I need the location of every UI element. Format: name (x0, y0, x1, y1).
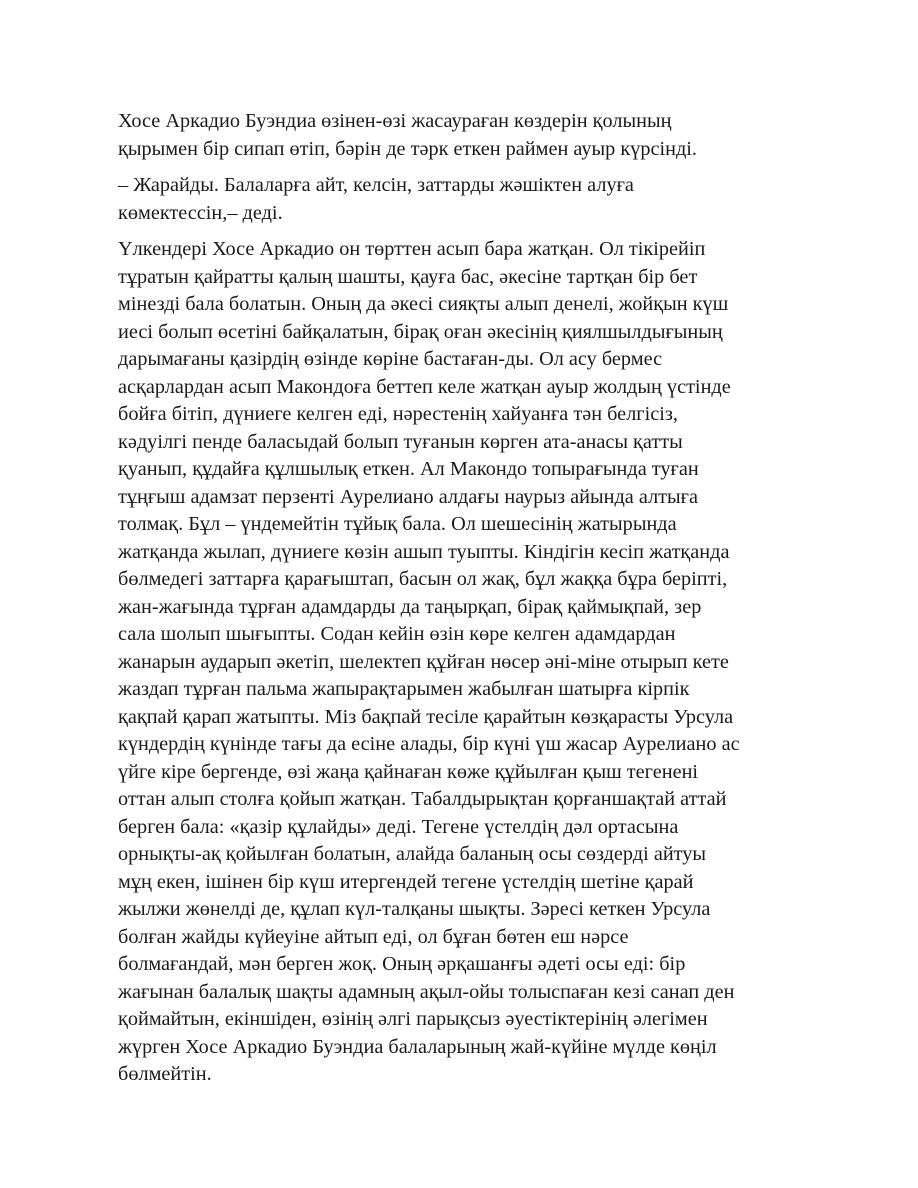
paragraph-2 (118, 172, 808, 227)
text-line: иесі болып өсетіні байқалатын, бірақ оған әкесінің қиялшылдығының (118, 320, 723, 343)
text-line: берген бала: «қазір құлайды» деді. Тегене үстелдің дәл ортасына (118, 815, 679, 838)
text-line: кәдуілгі пенде баласыдай болып туғанын көрген ата-анасы қатты (118, 430, 683, 453)
text-line: оттан алып столға қойып жатқан. Табалдырықтан қорғаншақтай аттай (118, 788, 727, 810)
text-line: толмақ. Бұл – үндемейтін тұйық бала. Ол шешесінің жатырында (118, 513, 677, 535)
text-line: қоймайтын, екіншіден, өзінің әлгі парықсыз әуестіктерінің әлегімен (118, 1008, 708, 1030)
document-page (118, 108, 808, 1098)
paragraph-1 (118, 108, 808, 163)
text-line: жан-жағында тұрған адамдарды да таңырқап, бірақ қаймықпай, зер (118, 595, 702, 618)
text-line: бөлмедегі заттарға қарағыштап, басын ол жақ, бұл жаққа бұра беріпті, (118, 568, 728, 590)
text-line: Үлкендері Хосе Аркадио он төрттен асып бара жатқан. Ол тікірейіп (118, 238, 706, 260)
text-line: дарымағаны қазірдің өзінде көріне бастаған-ды. Ол асу бермес (118, 348, 663, 370)
text-line: үйге кіре бергенде, өзі жаңа қайнаған көже құйылған қыш тегенені (118, 760, 699, 783)
paragraph-3 (118, 236, 808, 1089)
text-line: қақпай қарап жатыпты. Міз бақпай тесіле қарайтын көзқарасты Урсула (118, 705, 734, 728)
text-line: сала шолып шығыпты. Содан кейін өзін көре келген адамдардан (118, 623, 676, 645)
text-line: мінезді бала болатын. Оның да әкесі сияқты алып денелі, жойқын күш (118, 293, 729, 315)
text-line: қырымен бір сипап өтіп, бәрін де тәрк еткен раймен ауыр күрсінді. (118, 137, 698, 160)
text-line: тұңғыш адамзат перзенті Аурелиано алдағы наурыз айында алтыға (118, 485, 698, 508)
text-line: Хосе Аркадио Буэндиа өзінен-өзі жасаураған көздерін қолының (118, 110, 672, 132)
text-line: асқарлардан асып Макондоға беттеп келе жатқан ауыр жолдың үстінде (118, 375, 731, 398)
text-line: бөлмейтін. (118, 1063, 212, 1085)
text-line: тұратын қайратты қалың шашты, қауға бас, әкесіне тартқан бір бет (118, 265, 698, 288)
text-line: болмағандай, мән берген жоқ. Оның әрқашанғы әдеті осы еді: бір (118, 953, 686, 975)
text-line: күндердің күнінде тағы да есіне алады, бір күні үш жасар Аурелиано ас (118, 733, 740, 755)
text-line: жағынан балалық шақты адамның ақыл-ойы толыспаған кезі санап ден (118, 980, 735, 1003)
text-line: жылжи жөнелді де, құлап күл-талқаны шықты. Зәресі кеткен Урсула (118, 898, 711, 920)
text-line: орнықты-ақ қойылған болатын, алайда баланың осы сөздерді айтуы (118, 843, 707, 865)
text-line: – Жарайды. Балаларға айт, келсін, заттарды жәшіктен алуға (118, 174, 634, 196)
text-line: көмектессін,– деді. (118, 201, 283, 224)
text-line: бойға бітіп, дүниеге келген еді, нәрестенің хайуанға тән белгісіз, (118, 403, 678, 425)
text-line: болған жайды күйеуіне айтып еді, ол бұған бөтен еш нәрсе (118, 925, 629, 948)
text-line: жатқанда жылап, дүниеге көзін ашып туыпты. Кіндігін кесіп жатқанда (118, 540, 730, 563)
text-line: жүрген Хосе Аркадио Буэндиа балаларының жай-күйіне мүлде көңіл (118, 1035, 717, 1058)
text-line: мұң екен, ішінен бір күш итергендей тегене үстелдің шетіне қарай (118, 870, 694, 893)
text-line: жаздап тұрған пальма жапырақтарымен жабылған шатырға кірпік (118, 678, 690, 700)
text-line: қуанып, құдайға құлшылық еткен. Ал Макондо топырағында туған (118, 458, 699, 480)
text-line: жанарын аударып әкетіп, шелектеп құйған нөсер әні-міне отырып кете (118, 650, 729, 673)
